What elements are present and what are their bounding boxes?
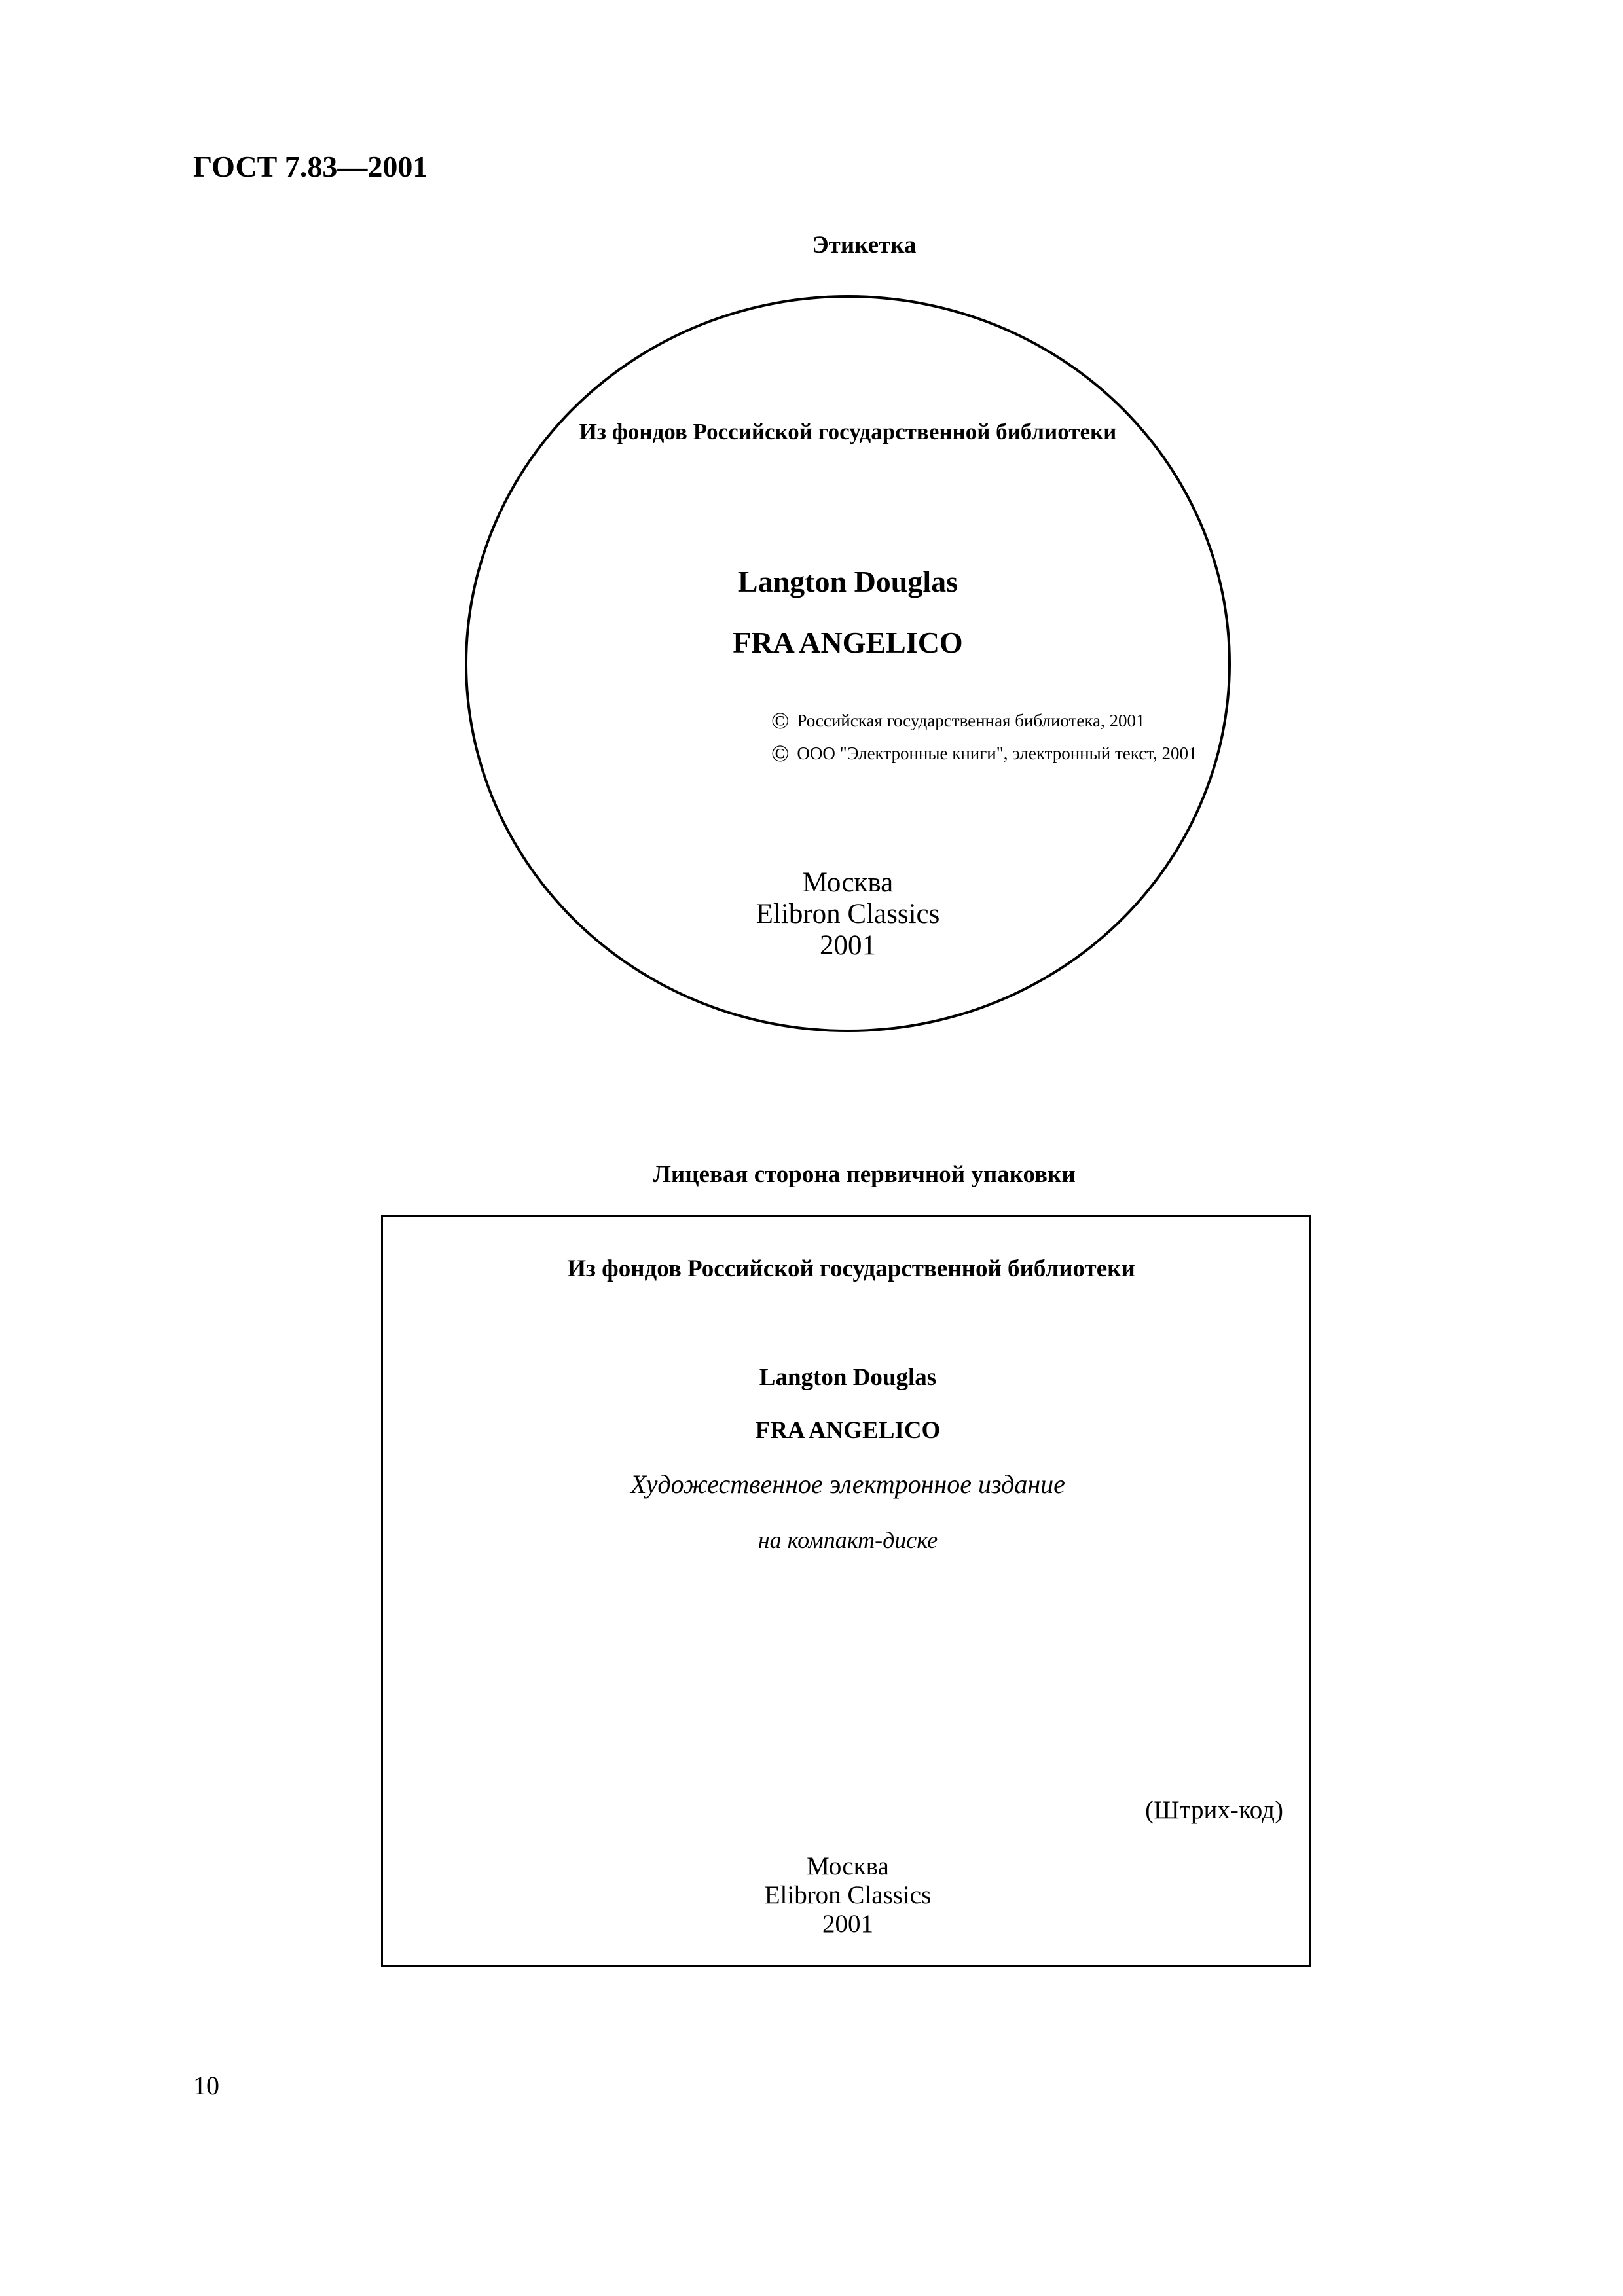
package-source-line: Из фондов Российской государственной библиотеки xyxy=(567,1255,1135,1282)
package-caption: Лицевая сторона первичной упаковки xyxy=(653,1161,1076,1188)
package-publisher: Elibron Classics xyxy=(764,1881,932,1909)
document-code: ГОСТ 7.83—2001 xyxy=(193,150,428,183)
copyright-icon: © xyxy=(771,740,790,766)
label-title: FRA ANGELICO xyxy=(733,626,963,659)
label-copyright-line xyxy=(771,740,1197,767)
package-title: FRA ANGELICO xyxy=(755,1417,941,1444)
package-barcode-placeholder: (Штрих-код) xyxy=(1145,1796,1283,1824)
package-medium: на компакт-диске xyxy=(757,1527,938,1553)
label-year: 2001 xyxy=(820,930,876,961)
package-city: Москва xyxy=(807,1852,889,1880)
label-author: Langton Douglas xyxy=(737,565,958,598)
label-copyright-text: Российская государственная библиотека, 2001 xyxy=(797,711,1145,730)
page-number: 10 xyxy=(193,2071,219,2100)
label-city: Москва xyxy=(802,867,894,898)
label-copyright-line xyxy=(771,707,1145,734)
copyright-icon: © xyxy=(771,708,790,734)
label-imprint xyxy=(655,867,1041,961)
label-caption: Этикетка xyxy=(812,232,917,259)
package-subtitle: Художественное электронное издание xyxy=(630,1469,1065,1499)
package-year: 2001 xyxy=(822,1910,873,1938)
package-imprint xyxy=(655,1852,1041,1939)
label-copyright-text: ООО "Электронные книги", электронный текст, 2001 xyxy=(797,744,1197,763)
label-publisher: Elibron Classics xyxy=(756,899,940,929)
package-author: Langton Douglas xyxy=(759,1364,937,1391)
label-source-line: Из фондов Российской государственной библиотеки xyxy=(579,419,1117,444)
